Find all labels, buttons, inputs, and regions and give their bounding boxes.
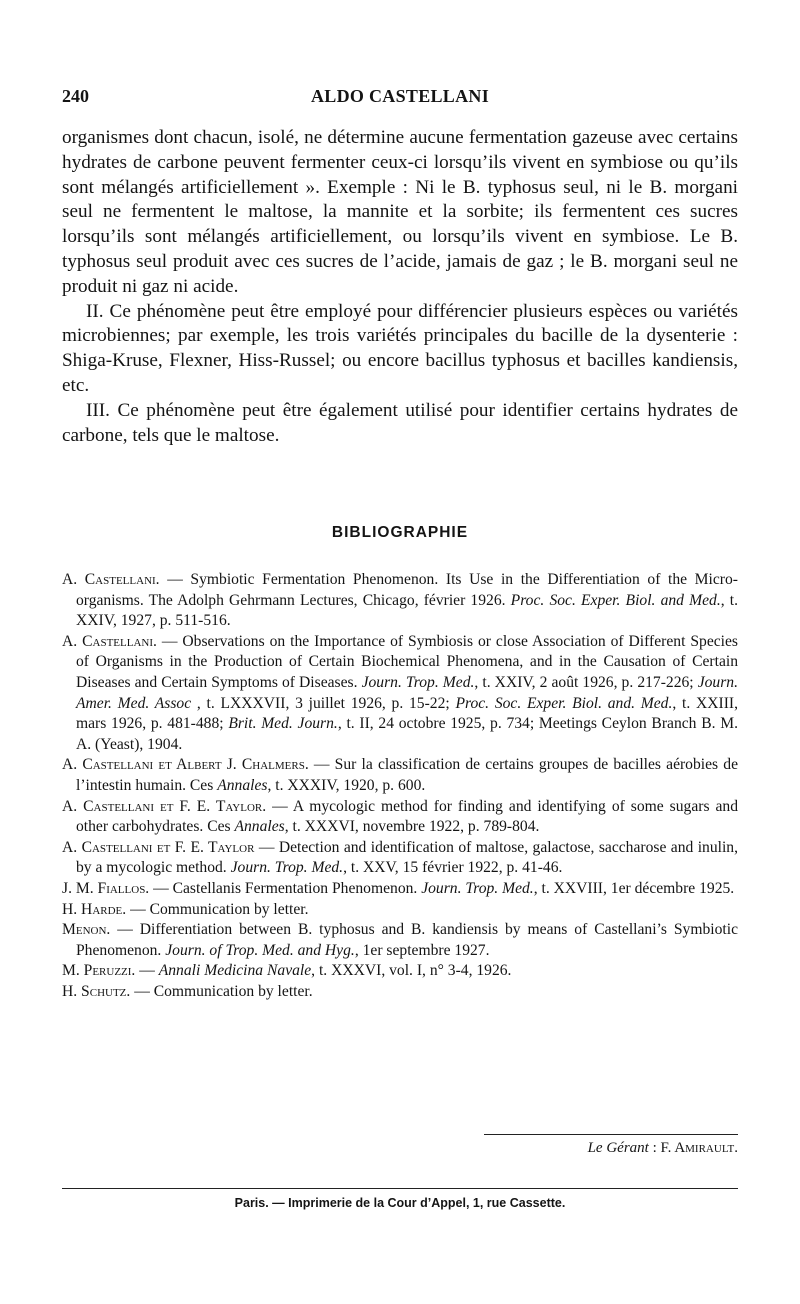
- running-head: ALDO CASTELLANI: [310, 86, 490, 106]
- gerant-line: [484, 1140, 738, 1157]
- entry-journal: Journ. Trop. Med.: [361, 673, 475, 691]
- entry-journal: Annales: [217, 776, 268, 794]
- entry-text: — Communication by letter.: [130, 982, 313, 1000]
- bibliography-entry: [62, 755, 738, 796]
- bibliography-heading: BIBLIOGRAPHIE: [331, 524, 469, 541]
- entry-text: , t. LXXXVII, 3 juillet 1926, p. 15-22;: [191, 694, 456, 712]
- entry-author: A. Castellani et F. E. Taylor.: [62, 797, 267, 815]
- entry-journal: Journ. Trop. Med.: [421, 879, 534, 897]
- entry-journal: Proc. Soc. Exper. Biol. and Med.: [510, 591, 721, 609]
- entry-text: —: [135, 962, 159, 980]
- bibliography-entry: [62, 879, 738, 900]
- entry-text: , t. XXXVI, vol. I, n° 3-4, 1926.: [311, 962, 512, 980]
- entry-journal: Brit. Med. Journ.: [228, 715, 338, 733]
- entry-author: M. Peruzzi.: [62, 962, 136, 980]
- entry-text: , t. XXIII, mars 1926, p. 481-488;: [76, 694, 738, 733]
- bibliography-entry: [62, 632, 738, 756]
- entry-author: H. Schutz.: [62, 982, 131, 1000]
- entry-text: — Symbiotic Fermentation Phenomenon. Its Use in the Differentiation of the Micro-organisms. The Adolph Gehrmann Lectures, Chicago, février 1926.: [76, 571, 738, 609]
- entry-text: — A mycologic method for finding and identifying of some sugars and other carbohydrates. Ces: [76, 797, 739, 836]
- entry-author: A. Castellani.: [62, 632, 157, 650]
- bibliography-entry: [62, 920, 738, 961]
- entry-author: J. M. Fiallos.: [62, 879, 150, 897]
- entry-journal: Proc. Soc. Exper. Biol. and. Med.: [455, 694, 673, 712]
- entry-journal: Annales: [234, 818, 285, 836]
- paragraph: III. Ce phénomène peut être également utilisé pour identifier certains hydrates de carbone, tels que le maltose.: [62, 399, 738, 446]
- entry-journal: Journ. of Trop. Med. and Hyg.: [165, 941, 355, 959]
- entry-text: , t. XXIV, 2 août 1926, p. 217-226;: [474, 673, 698, 691]
- entry-author: H. Harde.: [62, 900, 127, 918]
- page-number: 240: [62, 86, 89, 106]
- entry-text: — Communication by letter.: [126, 900, 309, 918]
- imprint-rule: [62, 1188, 738, 1189]
- gerant-separator: :: [648, 1140, 661, 1156]
- gerant-label: Le Gérant: [587, 1140, 649, 1156]
- entry-text: , t. XXV, 15 février 1922, p. 41-46.: [343, 859, 563, 877]
- entry-author: Menon.: [62, 921, 111, 939]
- entry-text: , t. II, 24 octobre 1925, p. 734; Meetings Ceylon Branch B. M. A. (Yeast), 1904.: [76, 715, 738, 753]
- bibliography-entry: [62, 900, 738, 921]
- paragraph: II. Ce phénomène peut être employé pour différencier plusieurs espèces ou variétés microbiennes; par exemple, les trois variétés principales du bacille de la dysenterie : Shiga-Kruse, Flexner, Hiss-Russel; ou encore bacillus typhosus et bacilles kandiensis, etc.: [62, 300, 738, 396]
- entry-journal: Journ. Trop. Med.: [230, 859, 344, 877]
- entry-text: — Differentiation between B. typhosus and B. kandiensis by means of Castellani’s Symbiotic Phenomenon.: [76, 921, 738, 959]
- bibliography-entry: [62, 570, 738, 632]
- entry-text: — Detection and identification of maltose, galactose, saccharose and inulin, by a mycologic method.: [76, 838, 738, 877]
- body-text: [62, 126, 738, 448]
- page-header: [62, 86, 738, 112]
- imprint-line: Paris. — Imprimerie de la Cour d’Appel, 1, rue Cassette.: [234, 1196, 566, 1210]
- entry-text: , t. XXVIII, 1er décembre 1925.: [533, 879, 735, 897]
- entry-text: , t. XXXIV, 1920, p. 600.: [267, 776, 426, 794]
- entry-author: A. Castellani et F. E. Taylor: [62, 838, 255, 856]
- bibliography-list: [62, 570, 738, 1002]
- entry-text: , 1er septembre 1927.: [354, 941, 490, 959]
- entry-journal: Journ. Amer. Med. Assoc: [76, 673, 738, 712]
- bibliography-entry: [62, 797, 738, 838]
- entry-journal: Annali Medicina Navale: [158, 962, 312, 980]
- entry-author: A. Castellani et Albert J. Chalmers.: [62, 756, 309, 774]
- paragraph: organismes dont chacun, isolé, ne détermine aucune fermentation gazeuse avec certains hydrates de carbone peuvent fermenter ceux-ci lorsqu’ils vivent en symbiose ou qu’ils sont mélangés artificiellement ». Exemple : Ni le B. typhosus seul, ni le B. morgani seul ne fermentent le maltose, la mannite et la sorbite; ils fermentent ces sucres lorsqu’ils sont mélangés artificiellement, ou lorsqu’ils vivent en symbiose. Le B. typhosus seul produit avec ces sucres de l’acide, jamais de gaz ; le B. morgani seul ne produit ni gaz ni acide.: [62, 127, 738, 297]
- entry-author: A. Castellani.: [62, 571, 160, 588]
- signature-rule: [484, 1134, 738, 1135]
- entry-text: — Observations on the Importance of Symbiosis or close Association of Different Species of Organisms in the Production of Certain Biochemical Phenomena, and in the Causation of Certain Diseases and Certain Symptoms of Diseases.: [76, 632, 738, 691]
- bibliography-entry: [62, 982, 738, 1003]
- entry-text: — Sur la classification de certains groupes de bacilles aérobies de l’intestin humain. Ces: [76, 756, 738, 794]
- bibliography-entry: [62, 961, 738, 982]
- entry-text: , t. XXIV, 1927, p. 511-516.: [76, 591, 739, 630]
- entry-text: , t. XXXVI, novembre 1922, p. 789-804.: [284, 818, 540, 836]
- entry-text: — Castellanis Fermentation Phenomenon.: [149, 879, 422, 897]
- bibliography-entry: [62, 838, 738, 879]
- gerant-name: F. Amirault.: [660, 1140, 738, 1156]
